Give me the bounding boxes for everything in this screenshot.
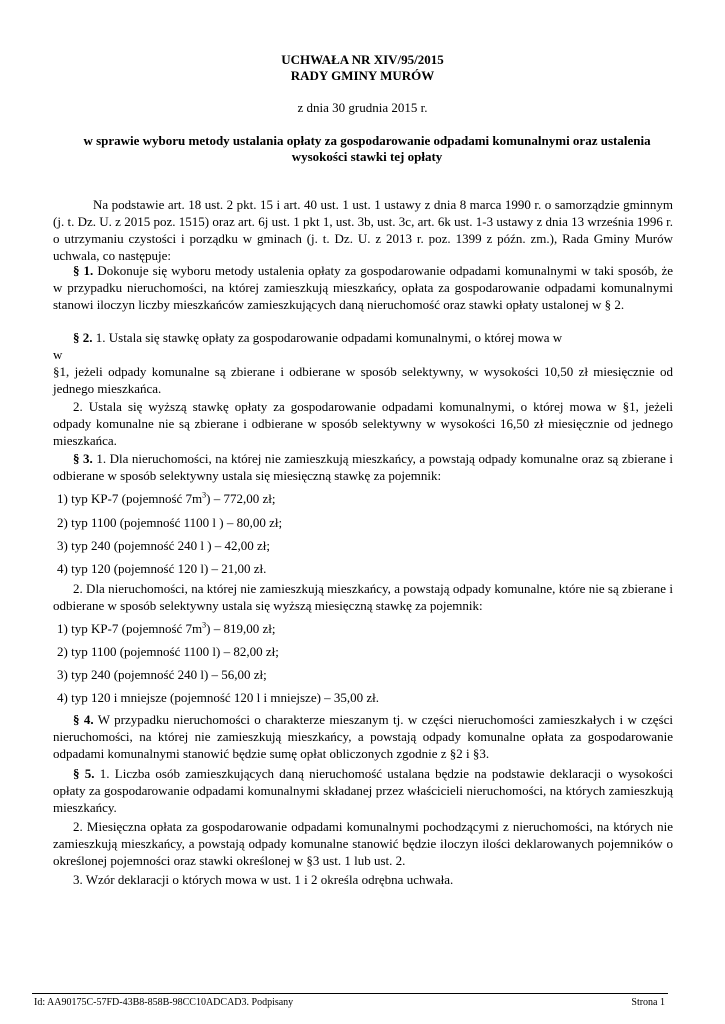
resolution-subject: w sprawie wyboru metody ustalania opłaty za gospodarowanie odpadami komunalnymi oraz ustalenia wysokości stawki tej opłaty	[83, 133, 651, 164]
section-3-p1-text: 1. Dla nieruchomości, na której nie zamieszkują mieszkańcy, a powstają odpady komunalne oraz są zbierane i odbierane w sposób selektywny ustala się miesięczną stawkę za pojemnik:	[53, 451, 674, 483]
section-4-label: § 4.	[73, 712, 94, 727]
section-5-p1	[53, 765, 673, 816]
page-number: Strona 1	[631, 997, 665, 1008]
section-5-p2: 2. Miesięczna opłata za gospodarowanie odpadami komunalnymi pochodzącymi z nieruchomości, na których nie zamieszkują mieszkańcy, a powstają odpady komunalne stanowić będzie iloczyn ilości deklarowanych pojemników o określonej pojemności oraz stawki określonej w §3 ust. 1 lub ust. 2.	[53, 819, 673, 868]
document-id: Id: AA90175C-57FD-43B8-858B-98CC10ADCAD3. Podpisany	[34, 997, 294, 1008]
footer-divider	[32, 993, 668, 994]
section-5-p3: 3. Wzór deklaracji o których mowa w ust. 1 i 2 określa odrębna uchwała.	[73, 872, 454, 887]
list-item: 2) typ 1100 (pojemność 1100 l) – 82,00 zł;	[57, 644, 279, 659]
section-2-p1-w: w	[53, 347, 63, 362]
section-2-p1-first: 1. Ustala się stawkę opłaty za gospodarowanie odpadami komunalnymi, o której mowa w	[92, 330, 563, 345]
list-item: 4) typ 120 (pojemność 120 l) – 21,00 zł.	[57, 561, 267, 576]
section-5-label: § 5.	[73, 766, 95, 781]
list-item: 1) typ KP-7 (pojemność $7m^3) - 819,00$ zł;	[57, 620, 276, 636]
council-name: RADY GMINY MURÓW	[290, 68, 435, 83]
section-4	[53, 711, 673, 762]
section-4-text: W przypadku nieruchomości o charakterze mieszanym tj. w części nieruchomości zamieszkałych i w części nieruchomości, na której nie zamieszkują mieszkańcy, a powstają odpady komunalne opłata za gospodarowanie odpadami komunalnymi stanowić będzie sumę opłat obliczonych zgodnie z §2 i §3.	[53, 712, 673, 761]
preamble: Na podstawie art. 18 ust. 2 pkt. 15 i art. 40 ust. 1 ust. 1 ustawy z dnia 8 marca 1990 r. o samorządzie gminnym (j. t. Dz. U. z 2015 poz. 1515) oraz art. 6j ust. 1 pkt 1, ust. 3b, ust. 3c, art. 6k ust. 1-3 ustawy z dnia 13 września 1996 r. o utrzymaniu czystości i porządku w gminach (j. t. Dz. U. z 2013 r. poz. 1399 z późn. zm.), Rada Gminy Murów uchwala, co następuje:	[53, 197, 673, 263]
list-item: 3) typ 240 (pojemność 240 l) – 56,00 zł;	[57, 667, 267, 682]
section-2-p1-rest: §1, jeżeli odpady komunalne są zbierane i odbierane w sposób selektywny, w wysokości 10,50 zł miesięcznie od jednego mieszkańca.	[53, 364, 673, 396]
section-3-p2: 2. Dla nieruchomości, na której nie zamieszkują mieszkańcy, a powstają odpady komunalne, które nie są zbierane i odbierane w sposób selektywny ustala się wyższą miesięczną stawkę za pojemnik:	[53, 581, 673, 613]
section-2-p1-line1	[53, 329, 673, 346]
resolution-number: UCHWAŁA NR XIV/95/2015	[281, 52, 444, 67]
list-item: 1) typ KP-7 (pojemność $7m^3) - 772,00$ zł;	[57, 490, 276, 506]
list-item: 2) typ 1100 (pojemność 1100 l ) – 80,00 zł;	[57, 515, 283, 530]
section-3-p1	[53, 450, 673, 484]
resolution-date: z dnia 30 grudnia 2015 r.	[297, 100, 428, 115]
section-1-text: Dokonuje się wyboru metody ustalenia opłaty za gospodarowanie odpadami komunalnymi w taki sposób, że w przypadku nieruchomości, na której zamieszkują mieszkańcy, opłata za gospodarowanie odpadami komunalnymi stanowi iloczyn liczby mieszkańców zamieszkujących daną nieruchomość oraz stawki opłaty ustalonej w § 2.	[53, 263, 673, 312]
list-item: 3) typ 240 (pojemność 240 l ) – 42,00 zł;	[57, 538, 271, 553]
section-2-p2: 2. Ustala się wyższą stawkę opłaty za gospodarowanie odpadami komunalnymi, o której mowa w §1, jeżeli odpady komunalne nie są zbierane i odbierane w sposób selektywny w wysokości 16,50 zł miesięcznie od jednego mieszkańca.	[53, 399, 673, 448]
section-1	[53, 262, 673, 313]
section-3-label: § 3.	[73, 451, 93, 466]
section-5-p1-text: 1. Liczba osób zamieszkujących daną nieruchomość ustalana będzie na podstawie deklaracji o wysokości opłaty za gospodarowanie odpadami komunalnymi składanej przez właścicieli nieruchomości, na których zamieszkują mieszkańcy.	[53, 766, 674, 815]
list-item: 4) typ 120 i mniejsze (pojemność 120 l i mniejsze) – 35,00 zł.	[57, 690, 380, 705]
section-2-label: § 2.	[73, 330, 93, 345]
section-1-label: § 1.	[73, 263, 94, 278]
